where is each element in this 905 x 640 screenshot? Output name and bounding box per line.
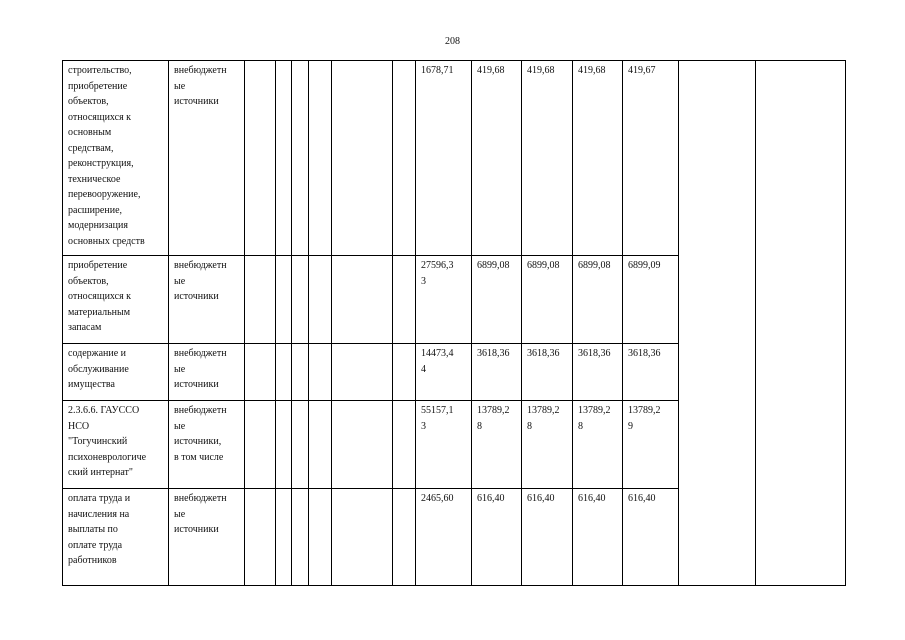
year1-cell: 419,68 <box>472 61 522 256</box>
empty-cell <box>276 489 292 586</box>
source-cell: внебюджетн ые источники, в том числе <box>169 401 245 489</box>
page-number: 208 <box>445 36 460 47</box>
year2-cell: 6899,08 <box>522 256 573 344</box>
result-cell <box>679 61 756 586</box>
year4-cell: 3618,36 <box>623 344 679 401</box>
description-cell: приобретение объектов, относящихся к материальным запасам <box>63 256 169 344</box>
empty-cell <box>292 401 309 489</box>
empty-cell <box>292 489 309 586</box>
year2-cell: 419,68 <box>522 61 573 256</box>
year1-cell: 616,40 <box>472 489 522 586</box>
empty-cell <box>393 401 416 489</box>
empty-cell <box>332 401 393 489</box>
empty-cell <box>276 61 292 256</box>
total-cell: 55157,1 3 <box>416 401 472 489</box>
description-cell: 2.3.6.6. ГАУССО НСО "Тогучинский психоневрологиче ский интернат" <box>63 401 169 489</box>
empty-cell <box>245 61 276 256</box>
empty-cell <box>332 256 393 344</box>
year1-cell: 3618,36 <box>472 344 522 401</box>
empty-cell <box>332 344 393 401</box>
year4-cell: 13789,2 9 <box>623 401 679 489</box>
source-cell: внебюджетн ые источники <box>169 344 245 401</box>
year1-cell: 6899,08 <box>472 256 522 344</box>
source-cell: внебюджетн ые источники <box>169 61 245 256</box>
year3-cell: 6899,08 <box>573 256 623 344</box>
source-cell: внебюджетн ые источники <box>169 489 245 586</box>
year2-cell: 616,40 <box>522 489 573 586</box>
empty-cell <box>309 401 332 489</box>
description-cell: оплата труда и начисления на выплаты по оплате труда работников <box>63 489 169 586</box>
empty-cell <box>276 344 292 401</box>
year3-cell: 616,40 <box>573 489 623 586</box>
empty-cell <box>276 401 292 489</box>
note-cell <box>756 61 846 586</box>
description-cell: содержание и обслуживание имущества <box>63 344 169 401</box>
year4-cell: 6899,09 <box>623 256 679 344</box>
total-cell: 2465,60 <box>416 489 472 586</box>
empty-cell <box>393 61 416 256</box>
year3-cell: 13789,2 8 <box>573 401 623 489</box>
year1-cell: 13789,2 8 <box>472 401 522 489</box>
year3-cell: 419,68 <box>573 61 623 256</box>
empty-cell <box>292 344 309 401</box>
empty-cell <box>332 61 393 256</box>
budget-table <box>62 60 846 586</box>
empty-cell <box>309 61 332 256</box>
empty-cell <box>393 256 416 344</box>
empty-cell <box>393 344 416 401</box>
empty-cell <box>292 256 309 344</box>
empty-cell <box>245 489 276 586</box>
empty-cell <box>309 344 332 401</box>
table-row <box>63 61 846 256</box>
year4-cell: 616,40 <box>623 489 679 586</box>
empty-cell <box>393 489 416 586</box>
year3-cell: 3618,36 <box>573 344 623 401</box>
year2-cell: 13789,2 8 <box>522 401 573 489</box>
empty-cell <box>309 489 332 586</box>
source-cell: внебюджетн ые источники <box>169 256 245 344</box>
empty-cell <box>292 61 309 256</box>
year4-cell: 419,67 <box>623 61 679 256</box>
empty-cell <box>245 256 276 344</box>
total-cell: 1678,71 <box>416 61 472 256</box>
empty-cell <box>245 344 276 401</box>
empty-cell <box>245 401 276 489</box>
description-cell: строительство, приобретение объектов, относящихся к основным средствам, реконструкция, техническое перевооружение, расширение, модернизация основных средств <box>63 61 169 256</box>
total-cell: 14473,4 4 <box>416 344 472 401</box>
empty-cell <box>276 256 292 344</box>
empty-cell <box>309 256 332 344</box>
total-cell: 27596,3 3 <box>416 256 472 344</box>
empty-cell <box>332 489 393 586</box>
year2-cell: 3618,36 <box>522 344 573 401</box>
